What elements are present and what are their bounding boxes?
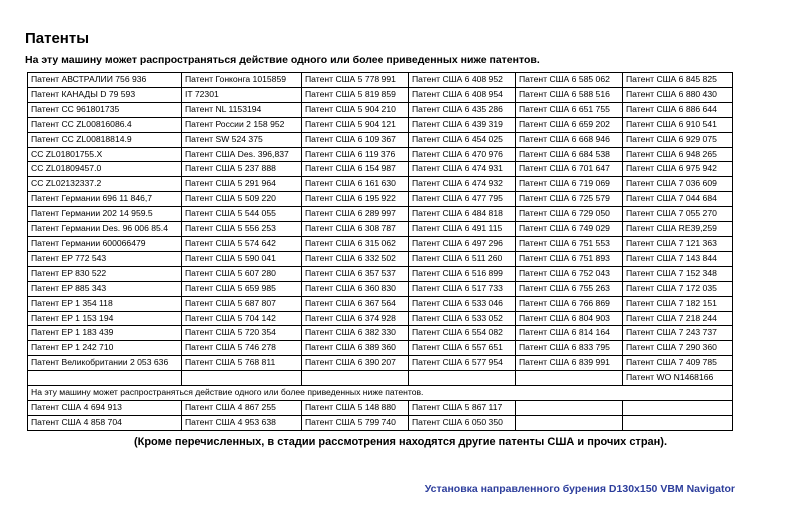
table-cell: Патент АВСТРАЛИИ 756 936 xyxy=(28,73,182,88)
table-cell: Патент США 6 474 932 xyxy=(409,177,516,192)
table-row xyxy=(28,87,733,102)
table-cell: Патент США 6 357 537 xyxy=(302,266,409,281)
table-cell: Патент США 6 119 376 xyxy=(302,147,409,162)
table-cell: Патент Германии 696 11 846,7 xyxy=(28,192,182,207)
table-cell: Патент США 6 516 899 xyxy=(409,266,516,281)
table-cell: Патент США 6 195 922 xyxy=(302,192,409,207)
table-cell: Патент США 4 953 638 xyxy=(182,415,302,430)
table-cell: Патент США 7 152 348 xyxy=(623,266,733,281)
table-cell: Патент Великобритании 2 053 636 xyxy=(28,356,182,371)
table-cell: Патент CC ZL00816086.4 xyxy=(28,117,182,132)
footnote-text: (Кроме перечисленных, в стадии рассмотрения находятся другие патенты США и прочих стран). xyxy=(133,436,668,448)
table-cell: Патент США 6 751 893 xyxy=(516,251,623,266)
table-row xyxy=(28,341,733,356)
table-cell: Патент США 6 755 263 xyxy=(516,281,623,296)
table-cell: Патент США 4 858 704 xyxy=(28,415,182,430)
table-cell: Патент США 5 904 121 xyxy=(302,117,409,132)
table-cell: Патент США 7 143 844 xyxy=(623,251,733,266)
table-row xyxy=(28,415,733,430)
table-cell xyxy=(302,371,409,386)
table-cell: Патент США 7 055 270 xyxy=(623,207,733,222)
table-row xyxy=(28,251,733,266)
table-cell: Патент США 6 360 830 xyxy=(302,281,409,296)
table-cell: Патент EP 1 153 194 xyxy=(28,311,182,326)
table-row xyxy=(28,177,733,192)
table-cell: Патент США 7 121 363 xyxy=(623,236,733,251)
table-cell: Патент США 6 766 869 xyxy=(516,296,623,311)
table-cell: Патент США 6 408 954 xyxy=(409,87,516,102)
table-cell: Патент EP 830 522 xyxy=(28,266,182,281)
table-cell: Патент Германии 600066479 xyxy=(28,236,182,251)
page-subtitle: На эту машину может распространяться действие одного или более приведенных ниже патентов. xyxy=(25,54,540,66)
table-cell xyxy=(182,371,302,386)
table-cell: Патент США 5 704 142 xyxy=(182,311,302,326)
table-cell: Патент США 6 497 296 xyxy=(409,236,516,251)
table-row xyxy=(28,311,733,326)
table-cell: Патент США 6 839 991 xyxy=(516,356,623,371)
table-cell: Патент США 6 948 265 xyxy=(623,147,733,162)
table-row xyxy=(28,236,733,251)
table-row xyxy=(28,102,733,117)
table-cell: Патент США 6 729 050 xyxy=(516,207,623,222)
table-cell: Патент США 5 509 220 xyxy=(182,192,302,207)
table-cell: Патент США 6 701 647 xyxy=(516,162,623,177)
table-cell: Патент США 5 590 041 xyxy=(182,251,302,266)
table-cell xyxy=(623,415,733,430)
table-row xyxy=(28,73,733,88)
table-cell: Патент США 6 804 903 xyxy=(516,311,623,326)
table-cell: Патент EP 1 354 118 xyxy=(28,296,182,311)
table-cell: Патент США 6 390 207 xyxy=(302,356,409,371)
table-cell: Патент США 6 659 202 xyxy=(516,117,623,132)
table-cell: Патент США 5 799 740 xyxy=(302,415,409,430)
table-cell: Патент США 5 819 859 xyxy=(302,87,409,102)
table-cell: Патент США 6 477 795 xyxy=(409,192,516,207)
table-cell: Патент США 5 746 278 xyxy=(182,341,302,356)
table-cell: Патент США 6 315 062 xyxy=(302,236,409,251)
footnote xyxy=(0,436,793,448)
table-row xyxy=(28,371,733,386)
table-cell: Патент Гонконга 1015859 xyxy=(182,73,302,88)
table-cell: Патент США 5 544 055 xyxy=(182,207,302,222)
table-cell xyxy=(516,415,623,430)
page-title: Патенты xyxy=(25,30,90,47)
table-cell: Патент США 6 880 430 xyxy=(623,87,733,102)
table-cell: Патент США 6 886 644 xyxy=(623,102,733,117)
table-cell: Патент США 6 651 755 xyxy=(516,102,623,117)
table-cell xyxy=(28,371,182,386)
table-cell: Патент США 6 845 825 xyxy=(623,73,733,88)
table-row xyxy=(28,222,733,237)
table-cell: Патент США 6 814 164 xyxy=(516,326,623,341)
table-cell: Патент США RE39,259 xyxy=(623,222,733,237)
table-cell: Патент США 6 833 795 xyxy=(516,341,623,356)
table-cell: Патент США 7 182 151 xyxy=(623,296,733,311)
table-cell: Патент NL 1153194 xyxy=(182,102,302,117)
table-row xyxy=(28,296,733,311)
table-cell: Патент США 5 237 888 xyxy=(182,162,302,177)
table-cell: Патент США 5 659 985 xyxy=(182,281,302,296)
table-cell: Патент США 5 574 642 xyxy=(182,236,302,251)
table-cell: CC ZL01809457.0 xyxy=(28,162,182,177)
table-cell: Патент США 5 687 807 xyxy=(182,296,302,311)
table-note-row xyxy=(28,386,733,401)
table-cell: Патент США 5 768 811 xyxy=(182,356,302,371)
table-row xyxy=(28,162,733,177)
table-cell: Патент США 6 929 075 xyxy=(623,132,733,147)
table-cell: Патент США 6 577 954 xyxy=(409,356,516,371)
table-cell: Патент США 5 556 253 xyxy=(182,222,302,237)
table-cell xyxy=(623,400,733,415)
table-cell: Патент США 6 484 818 xyxy=(409,207,516,222)
table-cell: Патент США 6 557 651 xyxy=(409,341,516,356)
table-cell: Патент США 6 668 946 xyxy=(516,132,623,147)
table-cell: Патент SW 524 375 xyxy=(182,132,302,147)
table-cell: Патент США 7 218 244 xyxy=(623,311,733,326)
table-cell: Патент США 6 554 082 xyxy=(409,326,516,341)
table-cell: Патент США 4 867 255 xyxy=(182,400,302,415)
table-cell: Патент США 5 867 117 xyxy=(409,400,516,415)
table-cell: Патент США 6 382 330 xyxy=(302,326,409,341)
patents-table xyxy=(27,72,733,431)
table-cell: Патент России 2 158 952 xyxy=(182,117,302,132)
table-cell: Патент США 6 374 928 xyxy=(302,311,409,326)
table-cell: Патент КАНАДЫ D 79 593 xyxy=(28,87,182,102)
table-cell: Патент США 6 389 360 xyxy=(302,341,409,356)
table-cell: Патент США 6 533 046 xyxy=(409,296,516,311)
table-cell: Патент США 6 109 367 xyxy=(302,132,409,147)
table-cell: Патент США 6 435 286 xyxy=(409,102,516,117)
table-cell: Патент США 5 148 880 xyxy=(302,400,409,415)
table-cell: Патент США 7 172 035 xyxy=(623,281,733,296)
table-cell: Патент США 6 474 931 xyxy=(409,162,516,177)
table-cell: Патент EP 1 183 439 xyxy=(28,326,182,341)
table-cell: Патент Германии Des. 96 006 85.4 xyxy=(28,222,182,237)
table-cell: Патент EP 885 343 xyxy=(28,281,182,296)
table-cell: Патент США Des. 396,837 xyxy=(182,147,302,162)
table-row xyxy=(28,147,733,162)
table-row xyxy=(28,132,733,147)
table-cell: Патент США 5 778 991 xyxy=(302,73,409,88)
table-row xyxy=(28,117,733,132)
table-row xyxy=(28,326,733,341)
table-cell: Патент США 6 454 025 xyxy=(409,132,516,147)
table-cell: Патент США 6 439 319 xyxy=(409,117,516,132)
table-cell: Патент США 6 367 564 xyxy=(302,296,409,311)
patents-table-body xyxy=(28,73,733,431)
table-cell: Патент США 6 332 502 xyxy=(302,251,409,266)
table-cell: Патент США 6 751 553 xyxy=(516,236,623,251)
table-row xyxy=(28,266,733,281)
table-cell: IT 72301 xyxy=(182,87,302,102)
table-cell: Патент США 7 409 785 xyxy=(623,356,733,371)
table-cell: Патент США 6 154 987 xyxy=(302,162,409,177)
table-cell: Патент CC ZL00818814.9 xyxy=(28,132,182,147)
document-footer: Установка направленного бурения D130x150 VBM Navigator xyxy=(424,483,735,495)
table-cell: Патент США 6 975 942 xyxy=(623,162,733,177)
table-cell: Патент США 6 588 516 xyxy=(516,87,623,102)
table-cell: Патент США 6 161 630 xyxy=(302,177,409,192)
table-note: На эту машину может распространяться действие одного или более приведенных ниже патентов. xyxy=(28,386,733,401)
table-cell: Патент США 7 036 609 xyxy=(623,177,733,192)
table-cell: Патент WO N1468166 xyxy=(623,371,733,386)
table-cell: Патент США 6 470 976 xyxy=(409,147,516,162)
table-cell: Патент США 5 291 964 xyxy=(182,177,302,192)
table-cell xyxy=(516,371,623,386)
table-cell: Патент США 7 243 737 xyxy=(623,326,733,341)
table-cell: Патент CC 961801735 xyxy=(28,102,182,117)
table-cell: Патент США 6 725 579 xyxy=(516,192,623,207)
table-cell: Патент США 6 752 043 xyxy=(516,266,623,281)
table-cell: Патент EP 1 242 710 xyxy=(28,341,182,356)
table-row xyxy=(28,192,733,207)
table-row xyxy=(28,356,733,371)
table-cell: Патент США 6 910 541 xyxy=(623,117,733,132)
table-cell: Патент США 6 491 115 xyxy=(409,222,516,237)
table-cell: CC ZL02132337.2 xyxy=(28,177,182,192)
table-cell: Патент США 7 290 360 xyxy=(623,341,733,356)
table-cell: Патент США 6 749 029 xyxy=(516,222,623,237)
table-cell: Патент США 4 694 913 xyxy=(28,400,182,415)
table-row xyxy=(28,281,733,296)
table-cell: CC ZL01801755.X xyxy=(28,147,182,162)
table-cell: Патент США 7 044 684 xyxy=(623,192,733,207)
table-cell: Патент США 6 684 538 xyxy=(516,147,623,162)
table-cell: Патент США 6 408 952 xyxy=(409,73,516,88)
table-cell: Патент США 6 289 997 xyxy=(302,207,409,222)
table-cell: Патент США 5 904 210 xyxy=(302,102,409,117)
table-row xyxy=(28,207,733,222)
table-row xyxy=(28,400,733,415)
table-cell: Патент США 6 511 260 xyxy=(409,251,516,266)
table-cell xyxy=(516,400,623,415)
table-cell: Патент США 5 607 280 xyxy=(182,266,302,281)
table-cell xyxy=(409,371,516,386)
table-cell: Патент Германии 202 14 959.5 xyxy=(28,207,182,222)
table-cell: Патент EP 772 543 xyxy=(28,251,182,266)
table-cell: Патент США 6 050 350 xyxy=(409,415,516,430)
table-cell: Патент США 6 308 787 xyxy=(302,222,409,237)
table-cell: Патент США 6 517 733 xyxy=(409,281,516,296)
table-cell: Патент США 6 719 069 xyxy=(516,177,623,192)
table-cell: Патент США 6 533 052 xyxy=(409,311,516,326)
table-cell: Патент США 6 585 062 xyxy=(516,73,623,88)
table-cell: Патент США 5 720 354 xyxy=(182,326,302,341)
